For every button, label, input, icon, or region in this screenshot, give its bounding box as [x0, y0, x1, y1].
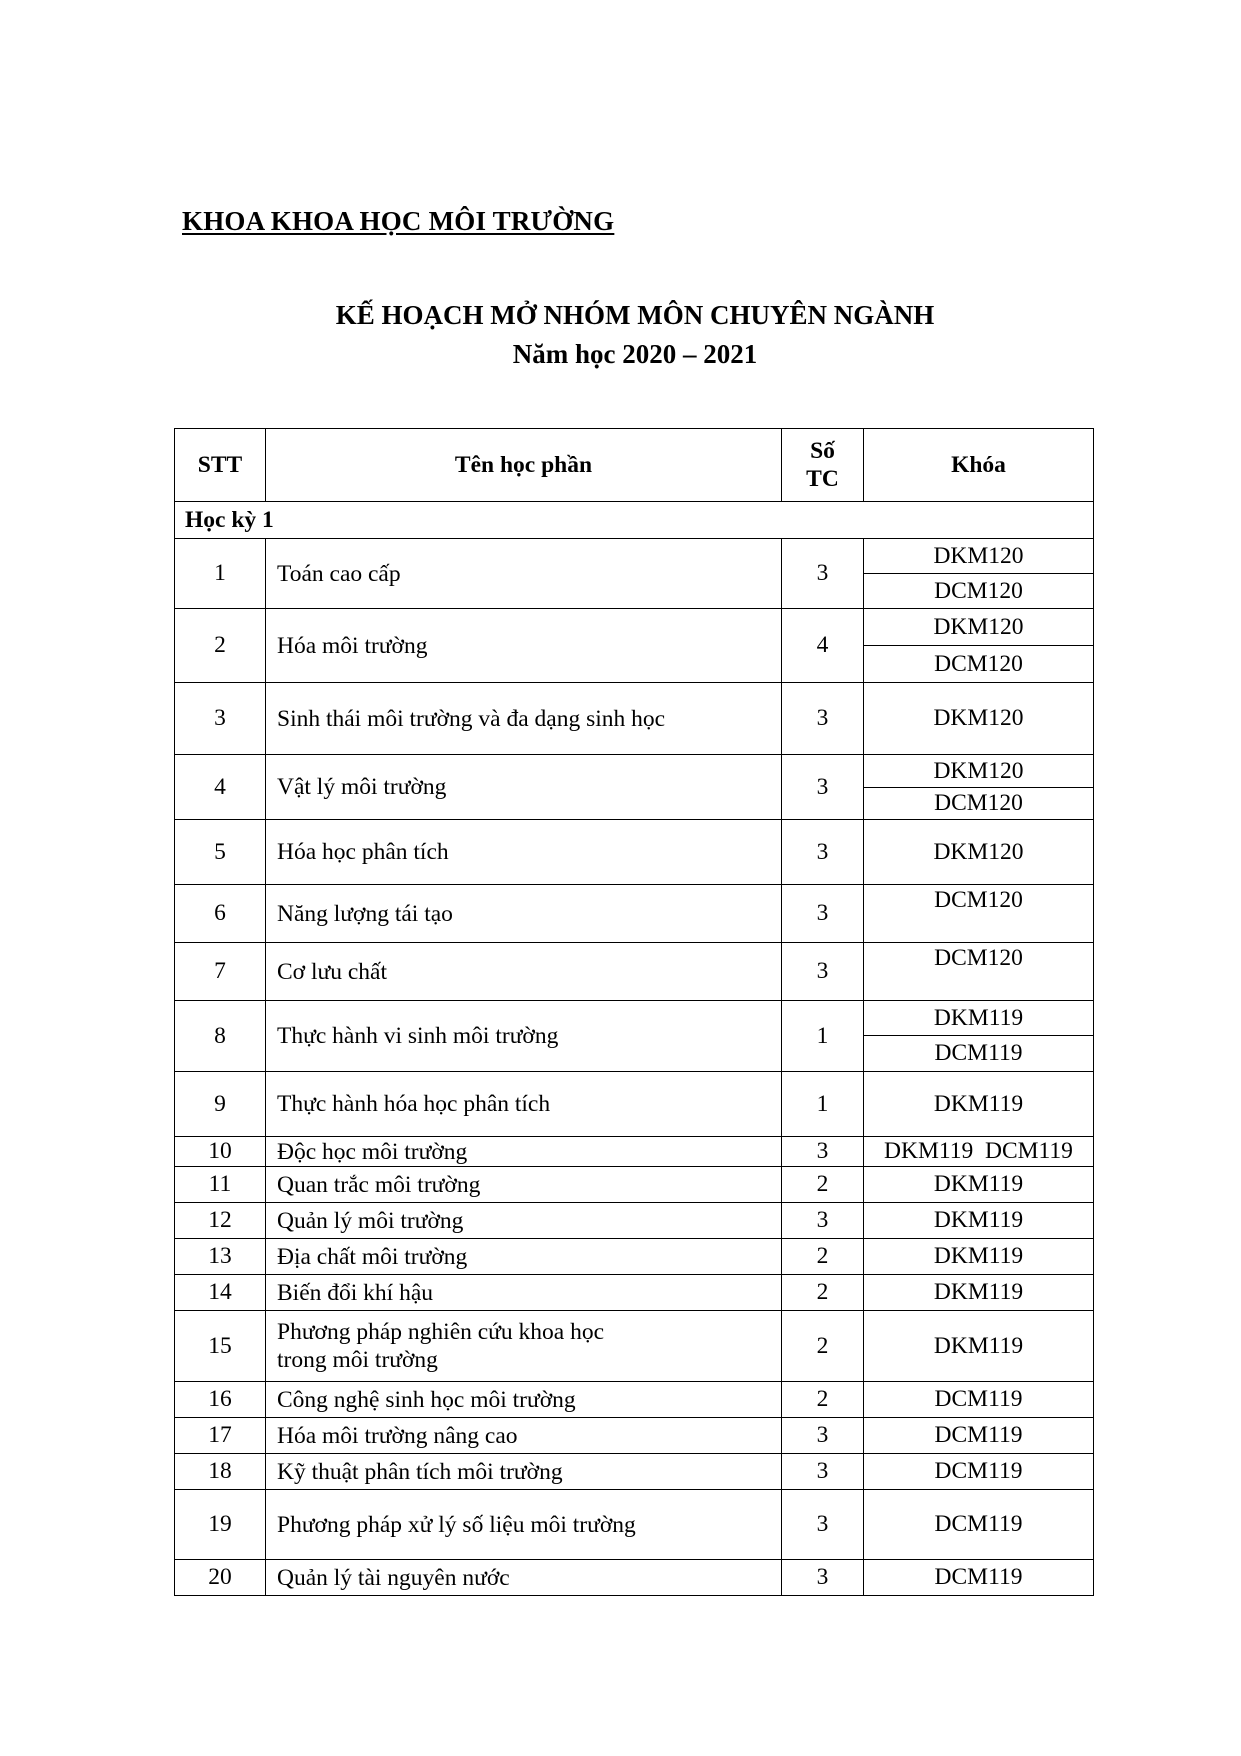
table-row	[175, 1137, 1094, 1167]
row-stt: 7	[175, 943, 266, 1001]
row-stt: 4	[175, 755, 266, 820]
row-course-name: Phương pháp xử lý số liệu môi trường	[266, 1490, 782, 1560]
row-credits: 3	[782, 755, 864, 820]
row-course-name: Cơ lưu chất	[266, 943, 782, 1001]
semester-row	[175, 502, 1094, 539]
row-stt: 1	[175, 539, 266, 609]
row-cohort: DCM119	[864, 1418, 1094, 1454]
row-cohort: DCM120	[864, 943, 1094, 1001]
row-course-name: Quản lý tài nguyên nước	[266, 1560, 782, 1596]
table-row	[175, 820, 1094, 885]
row-stt: 2	[175, 609, 266, 683]
row-credits: 3	[782, 1418, 864, 1454]
row-cohort: DKM120	[864, 755, 1094, 788]
header-credits	[782, 429, 864, 502]
row-credits: 2	[782, 1239, 864, 1275]
row-course-name: Quan trắc môi trường	[266, 1167, 782, 1203]
row-cohort: DKM119	[864, 1275, 1094, 1311]
table-row	[175, 683, 1094, 755]
table-row	[175, 943, 1094, 1001]
row-course-name: Vật lý môi trường	[266, 755, 782, 820]
row-cohort: DCM119	[864, 1560, 1094, 1596]
row-course-name: Thực hành vi sinh môi trường	[266, 1001, 782, 1072]
row-course-name: Toán cao cấp	[266, 539, 782, 609]
document-subtitle: Năm học 2020 – 2021	[512, 339, 758, 369]
row-credits: 3	[782, 1137, 864, 1167]
row-cohort: DCM120	[864, 788, 1094, 820]
row-credits: 3	[782, 1560, 864, 1596]
row-stt: 11	[175, 1167, 266, 1203]
row-course-name: Độc học môi trường	[266, 1137, 782, 1167]
row-cohort: DKM119	[864, 1203, 1094, 1239]
table-row	[175, 539, 1094, 574]
row-course-name: Hóa môi trường	[266, 609, 782, 683]
row-stt: 5	[175, 820, 266, 885]
row-credits: 3	[782, 539, 864, 609]
row-cohort: DKM119	[864, 1239, 1094, 1275]
row-stt: 16	[175, 1382, 266, 1418]
row-stt: 10	[175, 1137, 266, 1167]
row-stt: 8	[175, 1001, 266, 1072]
row-cohort: DKM120	[864, 820, 1094, 885]
row-course-name: Năng lượng tái tạo	[266, 885, 782, 943]
row-cohort: DKM119	[864, 1167, 1094, 1203]
table-row	[175, 1072, 1094, 1137]
row-course-name: Hóa học phân tích	[266, 820, 782, 885]
row-stt: 6	[175, 885, 266, 943]
header-course-name: Tên học phần	[266, 429, 782, 502]
row-stt: 12	[175, 1203, 266, 1239]
row-cohort: DKM119	[864, 1001, 1094, 1036]
header-cohort: Khóa	[864, 429, 1094, 502]
table-row	[175, 609, 1094, 646]
header-credits-line1: Số	[810, 438, 835, 464]
row-cohort: DKM120	[864, 683, 1094, 755]
row-credits: 1	[782, 1001, 864, 1072]
row-stt: 14	[175, 1275, 266, 1311]
row-stt: 18	[175, 1454, 266, 1490]
row-credits: 3	[782, 1203, 864, 1239]
header-stt: STT	[175, 429, 266, 502]
table-row	[175, 1490, 1094, 1560]
table-row	[175, 1454, 1094, 1490]
table-row	[175, 1239, 1094, 1275]
table-row	[175, 755, 1094, 788]
row-course-name: Biến đổi khí hậu	[266, 1275, 782, 1311]
row-cohort: DKM119 DCM119	[864, 1137, 1094, 1167]
row-course-name: Kỹ thuật phân tích môi trường	[266, 1454, 782, 1490]
semester-label: Học kỳ 1	[175, 502, 1094, 539]
row-cohort: DCM119	[864, 1454, 1094, 1490]
row-credits: 2	[782, 1382, 864, 1418]
row-cohort: DCM120	[864, 885, 1094, 943]
row-cohort: DCM119	[864, 1036, 1094, 1072]
course-plan-table	[174, 428, 1094, 1596]
row-course-name: Hóa môi trường nâng cao	[266, 1418, 782, 1454]
row-credits: 1	[782, 1072, 864, 1137]
row-stt: 17	[175, 1418, 266, 1454]
row-credits: 3	[782, 1490, 864, 1560]
row-credits: 4	[782, 609, 864, 683]
row-cohort: DKM120	[864, 609, 1094, 646]
row-cohort: DCM119	[864, 1490, 1094, 1560]
row-credits: 3	[782, 1454, 864, 1490]
row-credits: 3	[782, 683, 864, 755]
row-stt: 13	[175, 1239, 266, 1275]
table-row	[175, 1311, 1094, 1382]
row-cohort: DKM119	[864, 1072, 1094, 1137]
row-cohort: DCM119	[864, 1382, 1094, 1418]
row-credits: 3	[782, 820, 864, 885]
faculty-name: KHOA KHOA HỌC MÔI TRƯỜNG	[182, 206, 615, 236]
header-credits-line2: TC	[806, 466, 839, 492]
table-row	[175, 1275, 1094, 1311]
table-row	[175, 1418, 1094, 1454]
row-cohort: DKM119	[864, 1311, 1094, 1382]
table-header-row	[175, 429, 1094, 502]
table-row	[175, 1382, 1094, 1418]
row-course-name	[266, 1311, 782, 1382]
table-row	[175, 1167, 1094, 1203]
row-course-name-line2: trong môi trường	[277, 1347, 438, 1373]
table-row	[175, 885, 1094, 943]
table-row	[175, 1001, 1094, 1036]
row-stt: 3	[175, 683, 266, 755]
row-stt: 20	[175, 1560, 266, 1596]
row-credits: 2	[782, 1275, 864, 1311]
row-cohort: DCM120	[864, 574, 1094, 609]
row-stt: 15	[175, 1311, 266, 1382]
document-title: KẾ HOẠCH MỞ NHÓM MÔN CHUYÊN NGÀNH	[335, 300, 935, 330]
row-credits: 3	[782, 885, 864, 943]
row-credits: 3	[782, 943, 864, 1001]
row-cohort: DKM120	[864, 539, 1094, 574]
row-stt: 19	[175, 1490, 266, 1560]
row-credits: 2	[782, 1311, 864, 1382]
row-course-name: Thực hành hóa học phân tích	[266, 1072, 782, 1137]
row-stt: 9	[175, 1072, 266, 1137]
table-row	[175, 1560, 1094, 1596]
row-course-name: Quản lý môi trường	[266, 1203, 782, 1239]
row-course-name-line1: Phương pháp nghiên cứu khoa học	[277, 1319, 605, 1345]
row-course-name: Sinh thái môi trường và đa dạng sinh học	[266, 683, 782, 755]
row-course-name: Công nghệ sinh học môi trường	[266, 1382, 782, 1418]
row-course-name: Địa chất môi trường	[266, 1239, 782, 1275]
table-row	[175, 1203, 1094, 1239]
row-credits: 2	[782, 1167, 864, 1203]
row-cohort: DCM120	[864, 646, 1094, 683]
